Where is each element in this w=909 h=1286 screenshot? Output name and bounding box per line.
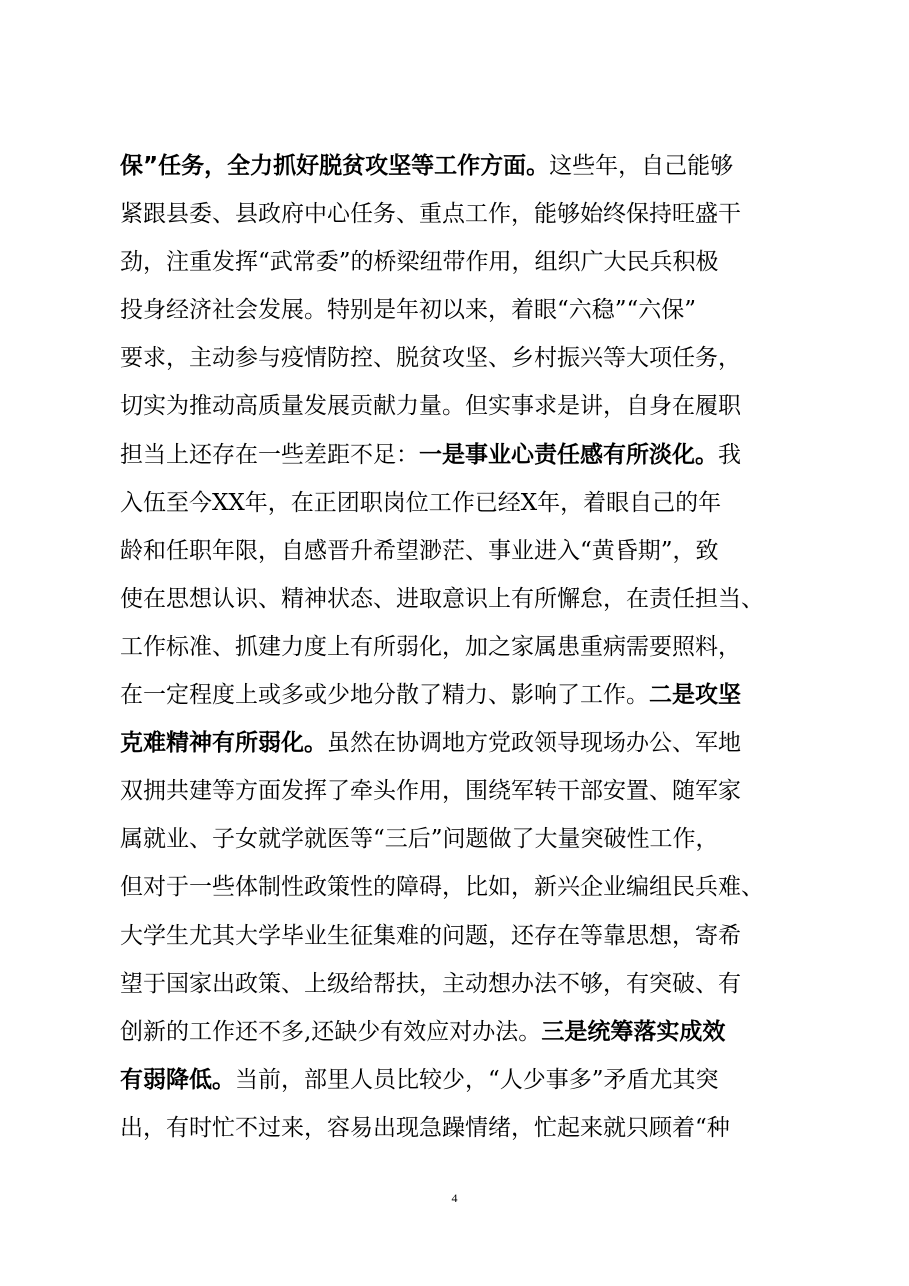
- text-segment: 我: [718, 441, 741, 468]
- text-segment: 当前，部里人员比较少，“人少事多”矛盾尤其突: [235, 1066, 719, 1093]
- text-line: [120, 623, 800, 671]
- body-text: [120, 142, 800, 1152]
- bold-text-segment: 一是事业心责任感有所淡化。: [419, 441, 718, 468]
- text-line: [120, 190, 800, 238]
- text-line: [120, 719, 800, 767]
- text-segment: 担当上还存在一些差距不足：: [120, 441, 419, 468]
- text-segment: 创新的工作还不多,还缺少有效应对办法。: [120, 1018, 542, 1045]
- text-line: [120, 912, 800, 960]
- bold-text-segment: 三是统筹落实成效: [541, 1018, 726, 1045]
- bold-text-segment: 克难精神有所弱化。: [120, 730, 327, 757]
- page-number: 4: [451, 1191, 458, 1205]
- text-line: [120, 960, 800, 1008]
- text-segment: 但对于一些体制性政策性的障碍，比如，新兴企业编组民兵难、: [120, 874, 764, 901]
- text-segment: 投身经济社会发展。特别是年初以来，着眼“六稳”“六保”: [120, 297, 697, 324]
- text-line: [120, 1056, 800, 1104]
- text-line: [120, 142, 800, 190]
- text-segment: 这些年，自己能够: [549, 153, 734, 179]
- text-segment: 虽然在协调地方党政领导现场办公、军地: [327, 730, 741, 757]
- text-segment: 双拥共建等方面发挥了牵头作用，围绕军转干部安置、随军家: [120, 778, 741, 805]
- text-segment: 在一定程度上或多或少地分散了精力、影响了工作。: [120, 682, 649, 709]
- text-segment: 劲，注重发挥“武常委”的桥梁纽带作用，组织广大民兵积极: [120, 249, 719, 276]
- text-segment: 龄和任职年限，自感晋升希望渺茫、事业进入“黄昏期”，致: [120, 537, 719, 564]
- text-segment: 使在思想认识、精神状态、进取意识上有所懈怠，在责任担当、: [120, 585, 764, 612]
- text-line: [120, 238, 800, 286]
- bold-text-segment: 二是攻坚: [649, 682, 741, 709]
- text-line: [120, 863, 800, 911]
- bold-text-segment: 有弱降低。: [120, 1066, 235, 1093]
- text-line: [120, 286, 800, 334]
- text-segment: 要求，主动参与疫情防控、脱贫攻坚、乡村振兴等大项任务，: [120, 345, 741, 372]
- text-line: [120, 671, 800, 719]
- text-line: [120, 382, 800, 430]
- text-segment: 切实为推动高质量发展贡献力量。但实事求是讲，自身在履职: [120, 393, 741, 420]
- text-segment: 望于国家出政策、上级给帮扶，主动想办法不够，有突破、有: [120, 970, 741, 997]
- text-line: [120, 1104, 800, 1152]
- text-segment: 大学生尤其大学毕业生征集难的问题，还存在等靠思想，寄希: [120, 922, 741, 949]
- text-segment: 属就业、子女就学就医等“三后”问题做了大量突破性工作，: [120, 826, 719, 853]
- text-line: [120, 767, 800, 815]
- text-segment: 工作标准、抓建力度上有所弱化，加之家属患重病需要照料，: [120, 633, 741, 660]
- text-segment: 出，有时忙不过来，容易出现急躁情绪，忙起来就只顾着“种: [120, 1114, 730, 1141]
- text-line: [120, 575, 800, 623]
- text-segment: 入伍至今XX年，在正团职岗位工作已经X年，着眼自己的年: [120, 489, 722, 516]
- text-line: [120, 334, 800, 382]
- text-segment: 紧跟县委、县政府中心任务、重点工作，能够始终保持旺盛干: [120, 201, 741, 228]
- text-line: [120, 431, 800, 479]
- bold-text-segment: 保”任务，全力抓好脱贫攻坚等工作方面。: [120, 153, 550, 179]
- text-line: [120, 1008, 800, 1056]
- text-line: [120, 527, 800, 575]
- text-line: [120, 479, 800, 527]
- text-line: [120, 815, 800, 863]
